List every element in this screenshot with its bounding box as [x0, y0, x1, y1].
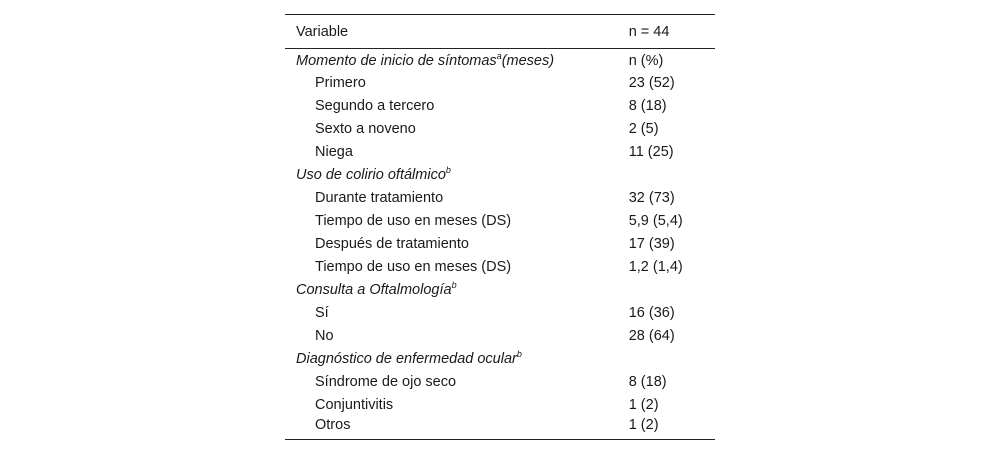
- table-row: [285, 141, 715, 164]
- row-value: 8 (18): [628, 374, 667, 390]
- row-value: 8 (18): [628, 98, 667, 114]
- table-row: [285, 187, 715, 210]
- row-label: Durante tratamiento: [315, 190, 444, 206]
- section-label-text: Uso de colirio oftálmico: [296, 167, 446, 183]
- section-value: n (%): [628, 53, 664, 70]
- section-label: [285, 164, 629, 187]
- table-row: [285, 325, 715, 348]
- section-value: [629, 348, 715, 371]
- row-value: 23 (52): [628, 75, 675, 91]
- header-variable: Variable: [296, 23, 349, 40]
- table-row: [285, 394, 715, 417]
- data-table-container: [285, 14, 715, 440]
- section-value: [629, 164, 715, 187]
- row-label: Otros: [315, 417, 351, 434]
- footnote-marker: b: [445, 165, 451, 176]
- section-label: [285, 348, 629, 371]
- row-label: Sexto a noveno: [315, 121, 416, 137]
- section-row: [285, 279, 715, 302]
- section-row: [285, 348, 715, 371]
- table-row: [285, 256, 715, 279]
- row-label: Después de tratamiento: [315, 236, 469, 252]
- footnote-marker: b: [516, 349, 522, 360]
- table-row: [285, 72, 715, 95]
- section-row: [285, 49, 715, 72]
- row-value: 17 (39): [628, 236, 675, 252]
- table-body: [285, 49, 715, 440]
- row-label: No: [315, 328, 334, 344]
- row-value: 2 (5): [628, 121, 659, 137]
- footnote-marker: b: [451, 280, 457, 291]
- row-value: 11 (25): [628, 144, 674, 160]
- row-value: 16 (36): [628, 305, 675, 321]
- row-label: Tiempo de uso en meses (DS): [315, 213, 512, 229]
- section-value: [629, 279, 715, 302]
- row-label: Sí: [315, 305, 329, 321]
- table-row: [285, 233, 715, 256]
- section-label-text: Consulta a Oftalmología: [296, 282, 452, 298]
- data-table: [285, 14, 715, 440]
- table-row: [285, 371, 715, 394]
- header-n: n = 44: [628, 23, 670, 40]
- table-row: [285, 95, 715, 118]
- section-label: [285, 279, 629, 302]
- table-header-row: [285, 15, 715, 49]
- row-value: 1 (2): [628, 397, 659, 413]
- section-row: [285, 164, 715, 187]
- row-label: Tiempo de uso en meses (DS): [315, 259, 512, 275]
- row-label: Síndrome de ojo seco: [315, 374, 457, 390]
- row-value: 1 (2): [628, 417, 659, 434]
- row-label: Segundo a tercero: [315, 98, 435, 114]
- row-label: Primero: [315, 75, 366, 91]
- table-row: [285, 118, 715, 141]
- row-value: 1,2 (1,4): [628, 259, 683, 275]
- footnote-marker: a: [496, 51, 502, 62]
- row-label: Conjuntivitis: [315, 397, 394, 413]
- table-row: [285, 302, 715, 325]
- section-label-suffix: (meses): [501, 53, 555, 70]
- table-row: [285, 417, 715, 440]
- section-label: [285, 49, 629, 72]
- row-value: 5,9 (5,4): [628, 213, 683, 229]
- table-row: [285, 210, 715, 233]
- section-label-text: Diagnóstico de enfermedad ocular: [296, 351, 517, 367]
- row-value: 32 (73): [628, 190, 675, 206]
- row-label: Niega: [315, 144, 353, 160]
- section-label-text: Momento de inicio de síntomas: [296, 53, 497, 70]
- row-value: 28 (64): [628, 328, 675, 344]
